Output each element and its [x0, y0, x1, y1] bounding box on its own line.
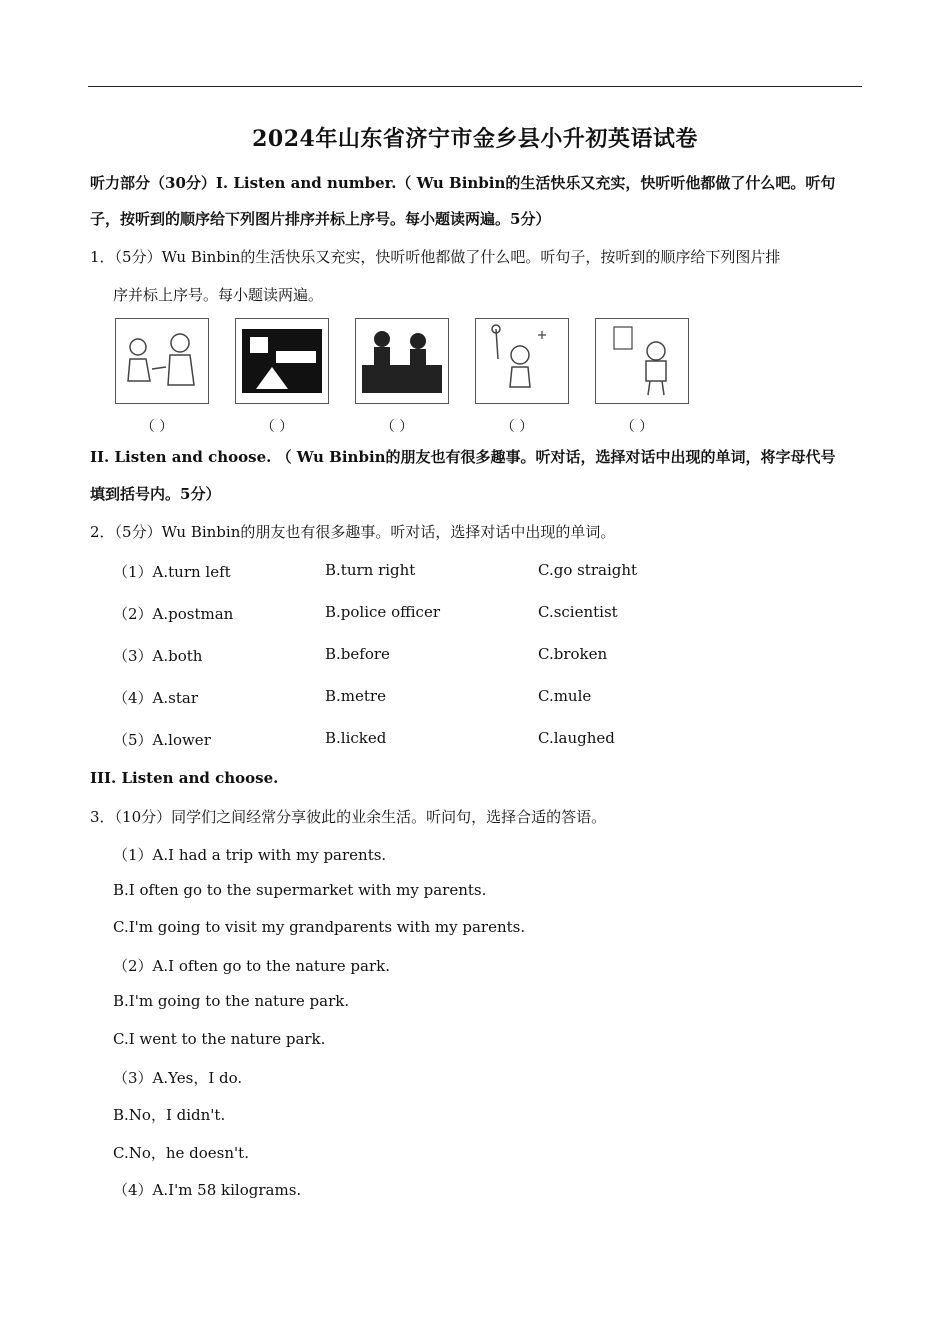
picture-3: [355, 318, 449, 404]
q2-option-2a: （2）A.postman: [113, 605, 234, 623]
q2-option-1c: C.go straight: [538, 561, 638, 579]
answer-blank-1[interactable]: （ ）: [140, 419, 174, 435]
q1-picture-row: [113, 318, 693, 438]
q3-line: （1）A.I had a trip with my parents.: [113, 846, 387, 864]
q2-option-5a: （5）A.lower: [113, 731, 211, 749]
section1-heading-line1: 听力部分（30分）I. Listen and number.（ Wu Binbin的生活快乐又充实，快听听他都做了什么吧。听句: [90, 174, 836, 192]
q2-option-1b: B.turn right: [325, 561, 416, 579]
q2-option-5b: B.licked: [325, 729, 387, 747]
q2-option-1a: （1）A.turn left: [113, 563, 231, 581]
q2-option-3a: （3）A.both: [113, 647, 203, 665]
q3-line: B.I often go to the supermarket with my parents.: [113, 881, 487, 899]
section1-heading-line2: 子，按听到的顺序给下列图片排序并标上序号。每小题读两遍。5分）: [90, 210, 551, 228]
q2-option-3c: C.broken: [538, 645, 608, 663]
answer-blank-3[interactable]: （ ）: [380, 419, 414, 435]
q3-line: C.No，he doesn't.: [113, 1144, 249, 1162]
q3-line: B.No，I didn't.: [113, 1106, 226, 1124]
q3-line: B.I'm going to the nature park.: [113, 992, 350, 1010]
q3-line: （4）A.I'm 58 kilograms.: [113, 1181, 302, 1199]
q2-stem: 2．（5分）Wu Binbin的朋友也有很多趣事。听对话，选择对话中出现的单词。: [90, 523, 616, 541]
section2-heading-line1: II. Listen and choose. （ Wu Binbin的朋友也有很多趣事。听对话，选择对话中出现的单词，将字母代号: [90, 448, 836, 466]
answer-blank-5[interactable]: （ ）: [620, 419, 654, 435]
header-rule: [88, 86, 862, 87]
q1-stem-line1: 1．（5分）Wu Binbin的生活快乐又充实，快听听他都做了什么吧。听句子，按听到的顺序给下列图片排: [90, 248, 781, 266]
picture-2: [235, 318, 329, 404]
q1-stem-line2: 序并标上序号。每小题读两遍。: [113, 286, 324, 304]
q3-line: C.I'm going to visit my grandparents with my parents.: [113, 918, 526, 936]
q3-line: （3）A.Yes，I do.: [113, 1069, 243, 1087]
answer-blank-4[interactable]: （ ）: [500, 419, 534, 435]
q2-option-2b: B.police officer: [325, 603, 440, 621]
section2-heading-line2: 填到括号内。5分）: [90, 485, 221, 503]
picture-1: [115, 318, 209, 404]
picture-4: [475, 318, 569, 404]
picture-5: [595, 318, 689, 404]
q2-option-4a: （4）A.star: [113, 689, 198, 707]
q2-option-4c: C.mule: [538, 687, 592, 705]
answer-blank-2[interactable]: （ ）: [260, 419, 294, 435]
q3-stem: 3．（10分）同学们之间经常分享彼此的业余生活。听问句，选择合适的答语。: [90, 808, 607, 826]
q2-option-5c: C.laughed: [538, 729, 615, 747]
q3-line: C.I went to the nature park.: [113, 1030, 326, 1048]
q2-option-3b: B.before: [325, 645, 390, 663]
section3-heading: III. Listen and choose.: [90, 769, 279, 787]
q3-line: （2）A.I often go to the nature park.: [113, 957, 390, 975]
q2-option-4b: B.metre: [325, 687, 386, 705]
page-title: 2024年山东省济宁市金乡县小升初英语试卷: [252, 126, 698, 152]
q2-option-2c: C.scientist: [538, 603, 618, 621]
